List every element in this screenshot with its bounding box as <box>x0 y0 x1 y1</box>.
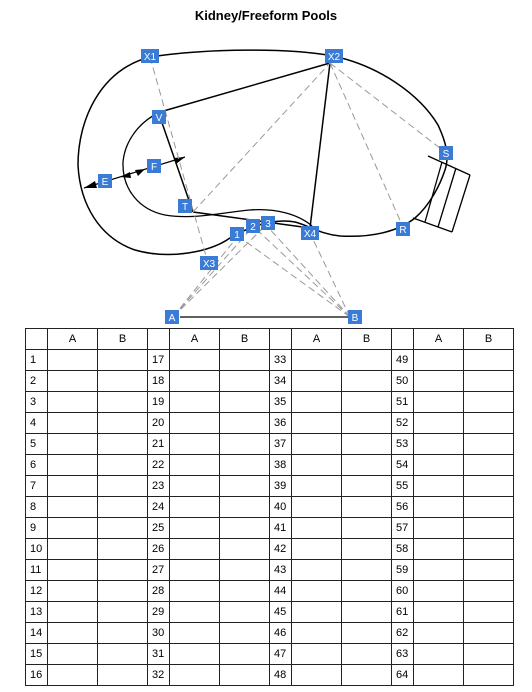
row-number-cell: 30 <box>148 623 170 644</box>
measurement-cell-a[interactable] <box>48 455 98 476</box>
measurement-cell-a[interactable] <box>414 602 464 623</box>
measurement-cell-a[interactable] <box>292 497 342 518</box>
measurement-cell-b[interactable] <box>98 518 148 539</box>
table-header-cell <box>392 329 414 350</box>
measurement-cell-a[interactable] <box>170 665 220 686</box>
measurement-cell-b[interactable] <box>98 581 148 602</box>
table-header-cell: A <box>414 329 464 350</box>
measurement-cell-a[interactable] <box>48 476 98 497</box>
measurement-cell-a[interactable] <box>48 518 98 539</box>
row-number-cell: 20 <box>148 413 170 434</box>
row-number-cell: 8 <box>26 497 48 518</box>
table-row <box>26 539 514 560</box>
row-number-cell: 25 <box>148 518 170 539</box>
marker-3 <box>261 216 275 230</box>
measurement-cell-b[interactable] <box>464 581 514 602</box>
row-number-cell: 29 <box>148 602 170 623</box>
measurement-cell-b[interactable] <box>220 623 270 644</box>
measurement-cell-b[interactable] <box>342 413 392 434</box>
measurement-cell-a[interactable] <box>170 581 220 602</box>
table-header-cell: B <box>464 329 514 350</box>
measurement-cell-a[interactable] <box>414 581 464 602</box>
measurement-cell-a[interactable] <box>292 560 342 581</box>
measurement-cell-a[interactable] <box>414 413 464 434</box>
measurement-cell-a[interactable] <box>414 644 464 665</box>
pool-steps <box>413 156 470 232</box>
measurement-cell-b[interactable] <box>464 413 514 434</box>
table-row <box>26 392 514 413</box>
table-row <box>26 455 514 476</box>
row-number-cell: 24 <box>148 497 170 518</box>
line-v-x2 <box>160 63 330 112</box>
measurement-cell-a[interactable] <box>414 455 464 476</box>
measurement-cell-a[interactable] <box>292 392 342 413</box>
measurement-cell-b[interactable] <box>98 623 148 644</box>
measurement-cell-b[interactable] <box>220 434 270 455</box>
measurement-cell-b[interactable] <box>342 455 392 476</box>
measurement-cell-a[interactable] <box>170 350 220 371</box>
marker-b <box>348 310 362 324</box>
measurement-cell-b[interactable] <box>464 539 514 560</box>
marker-a-label: A <box>168 313 176 324</box>
measurement-cell-b[interactable] <box>342 644 392 665</box>
measurement-cell-b[interactable] <box>342 434 392 455</box>
measurement-cell-b[interactable] <box>220 665 270 686</box>
measurement-cell-a[interactable] <box>292 413 342 434</box>
table-row <box>26 581 514 602</box>
measurement-cell-b[interactable] <box>220 602 270 623</box>
measurement-cell-a[interactable] <box>170 518 220 539</box>
measurement-cell-a[interactable] <box>170 497 220 518</box>
measurement-cell-b[interactable] <box>464 371 514 392</box>
table-row <box>26 644 514 665</box>
measurement-cell-b[interactable] <box>342 560 392 581</box>
row-number-cell: 11 <box>26 560 48 581</box>
marker-f-label: F <box>150 162 158 173</box>
marker-3-label: 3 <box>265 219 271 230</box>
measurement-cell-b[interactable] <box>98 434 148 455</box>
measurement-cell-b[interactable] <box>98 560 148 581</box>
line-x2-x4 <box>310 63 330 228</box>
table-header-cell: B <box>98 329 148 350</box>
measurement-cell-a[interactable] <box>48 665 98 686</box>
row-number-cell: 64 <box>392 665 414 686</box>
measurement-cell-b[interactable] <box>342 539 392 560</box>
row-number-cell: 7 <box>26 476 48 497</box>
measurement-cell-a[interactable] <box>292 434 342 455</box>
measurement-cell-a[interactable] <box>170 476 220 497</box>
row-number-cell: 28 <box>148 581 170 602</box>
table-row <box>26 602 514 623</box>
marker-2-label: 2 <box>250 222 256 233</box>
row-number-cell: 47 <box>270 644 292 665</box>
row-number-cell: 58 <box>392 539 414 560</box>
measurement-cell-b[interactable] <box>342 371 392 392</box>
marker-x1-label: X1 <box>143 52 157 63</box>
table-header-cell: A <box>170 329 220 350</box>
row-number-cell: 38 <box>270 455 292 476</box>
measurement-cell-b[interactable] <box>342 497 392 518</box>
row-number-cell: 54 <box>392 455 414 476</box>
page-title: Kidney/Freeform Pools <box>194 8 338 23</box>
measurement-cell-a[interactable] <box>170 602 220 623</box>
row-number-cell: 57 <box>392 518 414 539</box>
measurement-cell-b[interactable] <box>464 455 514 476</box>
measurement-cell-b[interactable] <box>220 518 270 539</box>
measurement-cell-a[interactable] <box>48 350 98 371</box>
measurement-cell-a[interactable] <box>170 623 220 644</box>
measurement-cell-a[interactable] <box>292 455 342 476</box>
measurement-cell-a[interactable] <box>414 518 464 539</box>
row-number-cell: 33 <box>270 350 292 371</box>
row-number-cell: 53 <box>392 434 414 455</box>
row-number-cell: 60 <box>392 581 414 602</box>
row-number-cell: 13 <box>26 602 48 623</box>
measurement-cell-b[interactable] <box>98 476 148 497</box>
measurement-cell-a[interactable] <box>48 602 98 623</box>
row-number-cell: 14 <box>26 623 48 644</box>
row-number-cell: 56 <box>392 497 414 518</box>
row-number-cell: 52 <box>392 413 414 434</box>
dashed-lines <box>150 57 445 317</box>
row-number-cell: 51 <box>392 392 414 413</box>
table-row <box>26 413 514 434</box>
measurement-cell-b[interactable] <box>98 371 148 392</box>
marker-b-label: B <box>351 313 359 324</box>
measurement-cell-b[interactable] <box>220 371 270 392</box>
measurement-cell-b[interactable] <box>220 455 270 476</box>
measurement-cell-b[interactable] <box>98 665 148 686</box>
measurement-cell-b[interactable] <box>220 413 270 434</box>
measurement-cell-b[interactable] <box>98 413 148 434</box>
measurement-cell-b[interactable] <box>220 644 270 665</box>
row-number-cell: 34 <box>270 371 292 392</box>
marker-e-label: E <box>101 177 109 188</box>
row-number-cell: 21 <box>148 434 170 455</box>
row-number-cell: 12 <box>26 581 48 602</box>
table-header-row <box>26 329 514 350</box>
measurement-cell-b[interactable] <box>220 392 270 413</box>
measurement-cell-b[interactable] <box>342 518 392 539</box>
row-number-cell: 27 <box>148 560 170 581</box>
measurement-cell-a[interactable] <box>414 623 464 644</box>
measurement-cell-b[interactable] <box>342 602 392 623</box>
measurement-cell-b[interactable] <box>98 539 148 560</box>
measurement-cell-a[interactable] <box>414 392 464 413</box>
row-number-cell: 17 <box>148 350 170 371</box>
measurement-cell-b[interactable] <box>464 476 514 497</box>
table-header-cell <box>148 329 170 350</box>
measurement-cell-a[interactable] <box>170 539 220 560</box>
measurement-cell-a[interactable] <box>170 455 220 476</box>
table-header-cell <box>270 329 292 350</box>
row-number-cell: 26 <box>148 539 170 560</box>
marker-1 <box>230 227 244 241</box>
measurement-cell-b[interactable] <box>464 623 514 644</box>
row-number-cell: 16 <box>26 665 48 686</box>
measurement-cell-b[interactable] <box>98 350 148 371</box>
marker-x4-label: X4 <box>303 229 317 240</box>
row-number-cell: 62 <box>392 623 414 644</box>
row-number-cell: 59 <box>392 560 414 581</box>
marker-r-label: R <box>399 225 407 236</box>
measurement-cell-b[interactable] <box>220 476 270 497</box>
measurement-cell-a[interactable] <box>170 392 220 413</box>
row-number-cell: 49 <box>392 350 414 371</box>
marker-x4 <box>301 226 319 240</box>
measurement-cell-b[interactable] <box>98 392 148 413</box>
measurement-cell-a[interactable] <box>414 539 464 560</box>
table-header-cell: A <box>292 329 342 350</box>
table-header-cell <box>26 329 48 350</box>
measurement-cell-a[interactable] <box>414 350 464 371</box>
marker-v <box>152 110 166 124</box>
measurement-cell-a[interactable] <box>414 476 464 497</box>
measurement-cell-b[interactable] <box>98 602 148 623</box>
row-number-cell: 23 <box>148 476 170 497</box>
measurement-cell-a[interactable] <box>48 497 98 518</box>
measurement-cell-a[interactable] <box>48 644 98 665</box>
table-header-cell: B <box>220 329 270 350</box>
row-number-cell: 1 <box>26 350 48 371</box>
marker-x2 <box>325 49 343 63</box>
measurement-cell-b[interactable] <box>464 350 514 371</box>
measurement-cell-a[interactable] <box>414 560 464 581</box>
measurement-cell-a[interactable] <box>48 392 98 413</box>
marker-f <box>147 159 161 173</box>
table-row <box>26 434 514 455</box>
marker-1-label: 1 <box>234 230 240 241</box>
marker-x2-label: X2 <box>327 52 341 63</box>
measurement-cell-a[interactable] <box>170 560 220 581</box>
row-number-cell: 61 <box>392 602 414 623</box>
row-number-cell: 42 <box>270 539 292 560</box>
measurement-cell-b[interactable] <box>464 518 514 539</box>
measurement-cell-a[interactable] <box>292 518 342 539</box>
row-number-cell: 43 <box>270 560 292 581</box>
measurement-cell-a[interactable] <box>170 413 220 434</box>
measurement-cell-a[interactable] <box>170 434 220 455</box>
table-row <box>26 476 514 497</box>
row-number-cell: 9 <box>26 518 48 539</box>
measurement-cell-a[interactable] <box>292 539 342 560</box>
measurement-cell-b[interactable] <box>342 623 392 644</box>
marker-s-label: S <box>442 149 450 160</box>
measurement-cell-a[interactable] <box>48 539 98 560</box>
measurement-cell-b[interactable] <box>98 497 148 518</box>
row-number-cell: 5 <box>26 434 48 455</box>
row-number-cell: 40 <box>270 497 292 518</box>
measurement-cell-a[interactable] <box>292 581 342 602</box>
row-number-cell: 32 <box>148 665 170 686</box>
measurement-cell-a[interactable] <box>292 602 342 623</box>
measurement-cell-a[interactable] <box>292 623 342 644</box>
measurement-table <box>25 328 514 686</box>
row-number-cell: 44 <box>270 581 292 602</box>
measurement-cell-a[interactable] <box>170 644 220 665</box>
marker-s <box>439 146 453 160</box>
table-header-cell: A <box>48 329 98 350</box>
row-number-cell: 46 <box>270 623 292 644</box>
measurement-cell-a[interactable] <box>48 623 98 644</box>
row-number-cell: 4 <box>26 413 48 434</box>
measurement-cell-a[interactable] <box>414 665 464 686</box>
row-number-cell: 48 <box>270 665 292 686</box>
measurement-cell-a[interactable] <box>414 371 464 392</box>
row-number-cell: 35 <box>270 392 292 413</box>
row-number-cell: 18 <box>148 371 170 392</box>
measurement-cell-b[interactable] <box>464 665 514 686</box>
table-row <box>26 497 514 518</box>
row-number-cell: 10 <box>26 539 48 560</box>
table-row <box>26 560 514 581</box>
measurement-cell-a[interactable] <box>292 644 342 665</box>
marker-x3 <box>200 256 218 270</box>
measurement-cell-a[interactable] <box>48 434 98 455</box>
table-row <box>26 623 514 644</box>
row-number-cell: 2 <box>26 371 48 392</box>
measurement-cell-a[interactable] <box>292 371 342 392</box>
row-number-cell: 45 <box>270 602 292 623</box>
marker-r <box>396 222 410 236</box>
marker-2 <box>246 219 260 233</box>
table-row <box>26 665 514 686</box>
measurement-cell-b[interactable] <box>464 644 514 665</box>
measurement-cell-a[interactable] <box>292 350 342 371</box>
measurement-cell-a[interactable] <box>48 581 98 602</box>
measurement-cell-b[interactable] <box>98 644 148 665</box>
marker-t <box>178 199 192 213</box>
row-number-cell: 15 <box>26 644 48 665</box>
measurement-cell-b[interactable] <box>98 455 148 476</box>
measurement-cell-a[interactable] <box>48 371 98 392</box>
measurement-cell-b[interactable] <box>464 602 514 623</box>
line-v-t <box>160 117 193 212</box>
measurement-cell-b[interactable] <box>220 497 270 518</box>
measurement-cell-b[interactable] <box>342 581 392 602</box>
measurement-cell-b[interactable] <box>464 392 514 413</box>
measurement-cell-b[interactable] <box>342 665 392 686</box>
table-row <box>26 371 514 392</box>
marker-e <box>98 174 112 188</box>
row-number-cell: 39 <box>270 476 292 497</box>
table-row <box>26 350 514 371</box>
row-number-cell: 41 <box>270 518 292 539</box>
measurement-cell-a[interactable] <box>414 434 464 455</box>
measurement-cell-b[interactable] <box>342 476 392 497</box>
row-number-cell: 63 <box>392 644 414 665</box>
row-number-cell: 22 <box>148 455 170 476</box>
measurement-cell-b[interactable] <box>220 581 270 602</box>
row-number-cell: 6 <box>26 455 48 476</box>
measurement-cell-b[interactable] <box>464 497 514 518</box>
marker-x1 <box>141 49 159 63</box>
measurement-cell-b[interactable] <box>220 539 270 560</box>
table-row <box>26 518 514 539</box>
row-number-cell: 50 <box>392 371 414 392</box>
row-number-cell: 55 <box>392 476 414 497</box>
table-header-cell: B <box>342 329 392 350</box>
row-number-cell: 37 <box>270 434 292 455</box>
measurement-cell-b[interactable] <box>342 392 392 413</box>
measurement-cell-a[interactable] <box>292 665 342 686</box>
marker-x3-label: X3 <box>202 259 216 270</box>
measurement-cell-a[interactable] <box>170 371 220 392</box>
row-number-cell: 36 <box>270 413 292 434</box>
measurement-cell-b[interactable] <box>220 560 270 581</box>
pool-diagram <box>0 30 532 330</box>
marker-a <box>165 310 179 324</box>
marker-v-label: V <box>155 113 163 124</box>
measurement-cell-b[interactable] <box>220 350 270 371</box>
row-number-cell: 3 <box>26 392 48 413</box>
row-number-cell: 19 <box>148 392 170 413</box>
row-number-cell: 31 <box>148 644 170 665</box>
measurement-cell-a[interactable] <box>48 560 98 581</box>
marker-t-label: T <box>181 202 189 213</box>
measurement-cell-a[interactable] <box>292 476 342 497</box>
measurement-cell-b[interactable] <box>342 350 392 371</box>
measurement-cell-a[interactable] <box>414 497 464 518</box>
measurement-cell-b[interactable] <box>464 560 514 581</box>
measurement-cell-b[interactable] <box>464 434 514 455</box>
measurement-cell-a[interactable] <box>48 413 98 434</box>
